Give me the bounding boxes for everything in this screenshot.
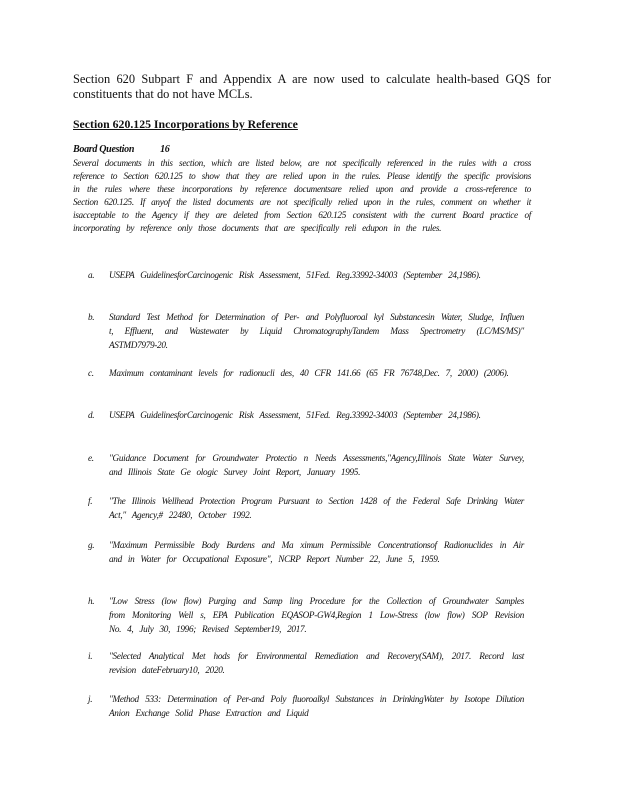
list-item-letter: h. <box>88 596 95 606</box>
list-item-letter: e. <box>88 453 94 463</box>
list-item-letter: a. <box>88 270 95 280</box>
list-item-letter: b. <box>88 312 95 322</box>
list-item-letter: f. <box>88 496 93 506</box>
board-question-label: Board Question <box>73 144 135 155</box>
intro-paragraph: Section 620 Subpart F and Appendix A are now used to calculate health-based GQS for constituents that do not have MCLs. <box>73 72 551 101</box>
list-item-text: USEPA GuidelinesforCarcinogenic Risk Assessment, 51Fed. Reg.33992-34003 (September 24,1986). <box>109 270 481 280</box>
list-item-text: USEPA GuidelinesforCarcinogenic Risk Assessment, 51Fed. Reg.33992-34003 (September 24,1986). <box>109 410 481 420</box>
board-question <box>73 144 196 155</box>
list-item-text: "Method 533: Determination of Per-and Poly fluoroalkyl Substances in DrinkingWater by Isotope Dilution Anion Exchange Solid Phase Extraction and Liquid <box>109 694 524 718</box>
board-question-number: 16 <box>160 144 170 155</box>
list-item-text: Standard Test Method for Determination of Per- and Polyfluoroal kyl Substancesin Water, Sludge, Influen t, Effluent, and Wastewater by Liquid ChromatographyTandem Mass Spectrometry (LC/MS/MS)" ASTMD7979-20. <box>109 312 524 350</box>
list-item-letter: c. <box>88 368 94 378</box>
section-heading: Section 620.125 Incorporations by Reference <box>73 117 298 131</box>
list-item-text: "Selected Analytical Met hods for Environmental Remediation and Recovery(SAM), 2017. Record last revision dateFebruary10, 2020. <box>109 651 524 675</box>
question-paragraph: Several documents in this section, which are listed below, are not specifically referenced in the rules with a cross reference to Section 620.125 to show that they are relied upon in the rules. Please identify the specific provisions in the rules where these incorporations by reference documentsare relied upon and provide a cross-reference to Section 620.125. If anyof the listed documents are not specifically relied upon in the rules, comment on whether it isacceptable to the Agency if they are deleted from Section 620.125 consistent with the current Board practice of incorporating by reference only those documents that are specifically reli edupon in the rules. <box>73 158 531 233</box>
list-item-text: "Low Stress (low flow) Purging and Samp ling Procedure for the Collection of Groundwater Samples from Monitoring Well s, EPA Publication EQASOP-GW4,Region 1 Low-Stress (low flow) SOP Revision No. 4, July 30, 1996; Revised September19, 2017. <box>109 596 524 634</box>
list-item-letter: g. <box>88 540 95 550</box>
list-item-letter: i. <box>88 651 93 661</box>
list-item-letter: d. <box>88 410 95 420</box>
list-item-text: "The Illinois Wellhead Protection Program Pursuant to Section 1428 of the Federal Safe Drinking Water Act," Agency,# 22480, October 1992. <box>109 496 524 520</box>
list-item-text: "Maximum Permissible Body Burdens and Ma ximum Permissible Concentrationsof Radionuclides in Air and in Water for Occupational Exposure", NCRP Report Number 22, June 5, 1959. <box>109 540 524 564</box>
list-item-text: Maximum contaminant levels for radionucli des, 40 CFR 141.66 (65 FR 76748,Dec. 7, 2000) (2006). <box>109 368 509 378</box>
list-item-letter: j. <box>88 694 93 704</box>
list-item-text: "Guidance Document for Groundwater Protectio n Needs Assessments,"Agency,Illinois State Water Survey, and Illinois State Ge ologic Survey Joint Report, January 1995. <box>109 453 524 477</box>
